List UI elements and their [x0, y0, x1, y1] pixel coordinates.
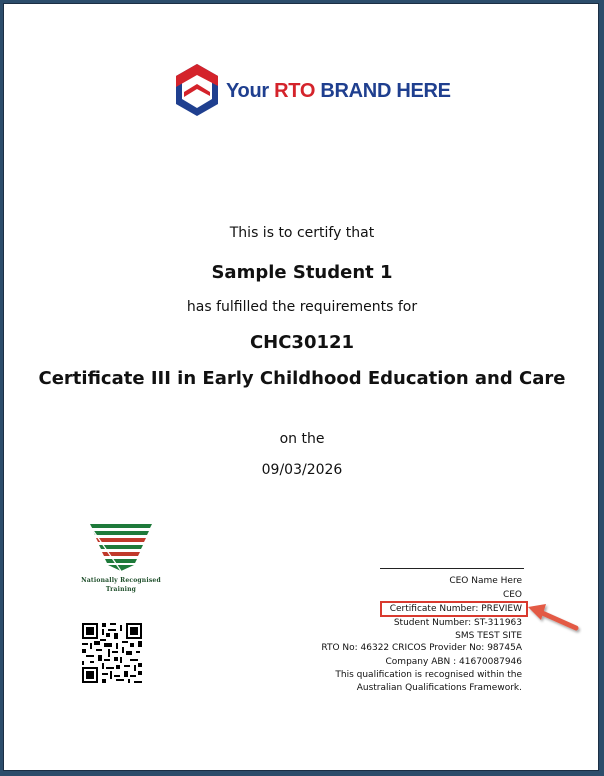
issue-date: 09/03/2026 — [261, 462, 343, 478]
brand-highlight: RTO — [274, 80, 316, 102]
student-number: Student Number: ST-311963 — [393, 618, 522, 628]
signatory-name: CEO Name Here — [449, 576, 522, 586]
nrt-logo — [76, 522, 166, 602]
nrt-line2: Training — [105, 586, 137, 593]
aqf-statement-line2: Australian Qualifications Framework. — [356, 683, 522, 693]
brand-prefix: Your — [226, 80, 275, 102]
aqf-statement-line1: This qualification is recognised within the — [335, 670, 522, 680]
site-name: SMS TEST SITE — [455, 631, 522, 641]
callout-arrow-icon — [524, 598, 582, 638]
brand-hexagon-icon — [172, 60, 222, 126]
certificate-number: Certificate Number: PREVIEW — [389, 604, 522, 614]
nrt-triangle-icon — [76, 522, 166, 572]
brand-suffix: BRAND HERE — [315, 80, 451, 102]
qualification-code: CHC30121 — [249, 332, 355, 353]
rto-brand-logo — [172, 60, 451, 126]
brand-name — [226, 80, 451, 103]
nrt-line1: Nationally Recognised — [81, 577, 161, 584]
certify-intro: This is to certify that — [229, 225, 375, 241]
qr-code — [80, 621, 144, 685]
on-the-label: on the — [279, 431, 325, 447]
signatory-title: CEO — [502, 590, 522, 600]
rto-cricos: RTO No: 46322 CRICOS Provider No: 98745A — [321, 643, 522, 653]
student-name: Sample Student 1 — [211, 262, 393, 283]
fulfilled-text: has fulfilled the requirements for — [186, 299, 418, 315]
company-abn: Company ABN : 41670087946 — [385, 657, 522, 667]
certificate-page — [3, 3, 599, 771]
certificate-number-highlight — [380, 601, 528, 617]
qualification-title: Certificate III in Early Childhood Education and Care — [38, 368, 566, 389]
signature-line — [380, 568, 524, 569]
